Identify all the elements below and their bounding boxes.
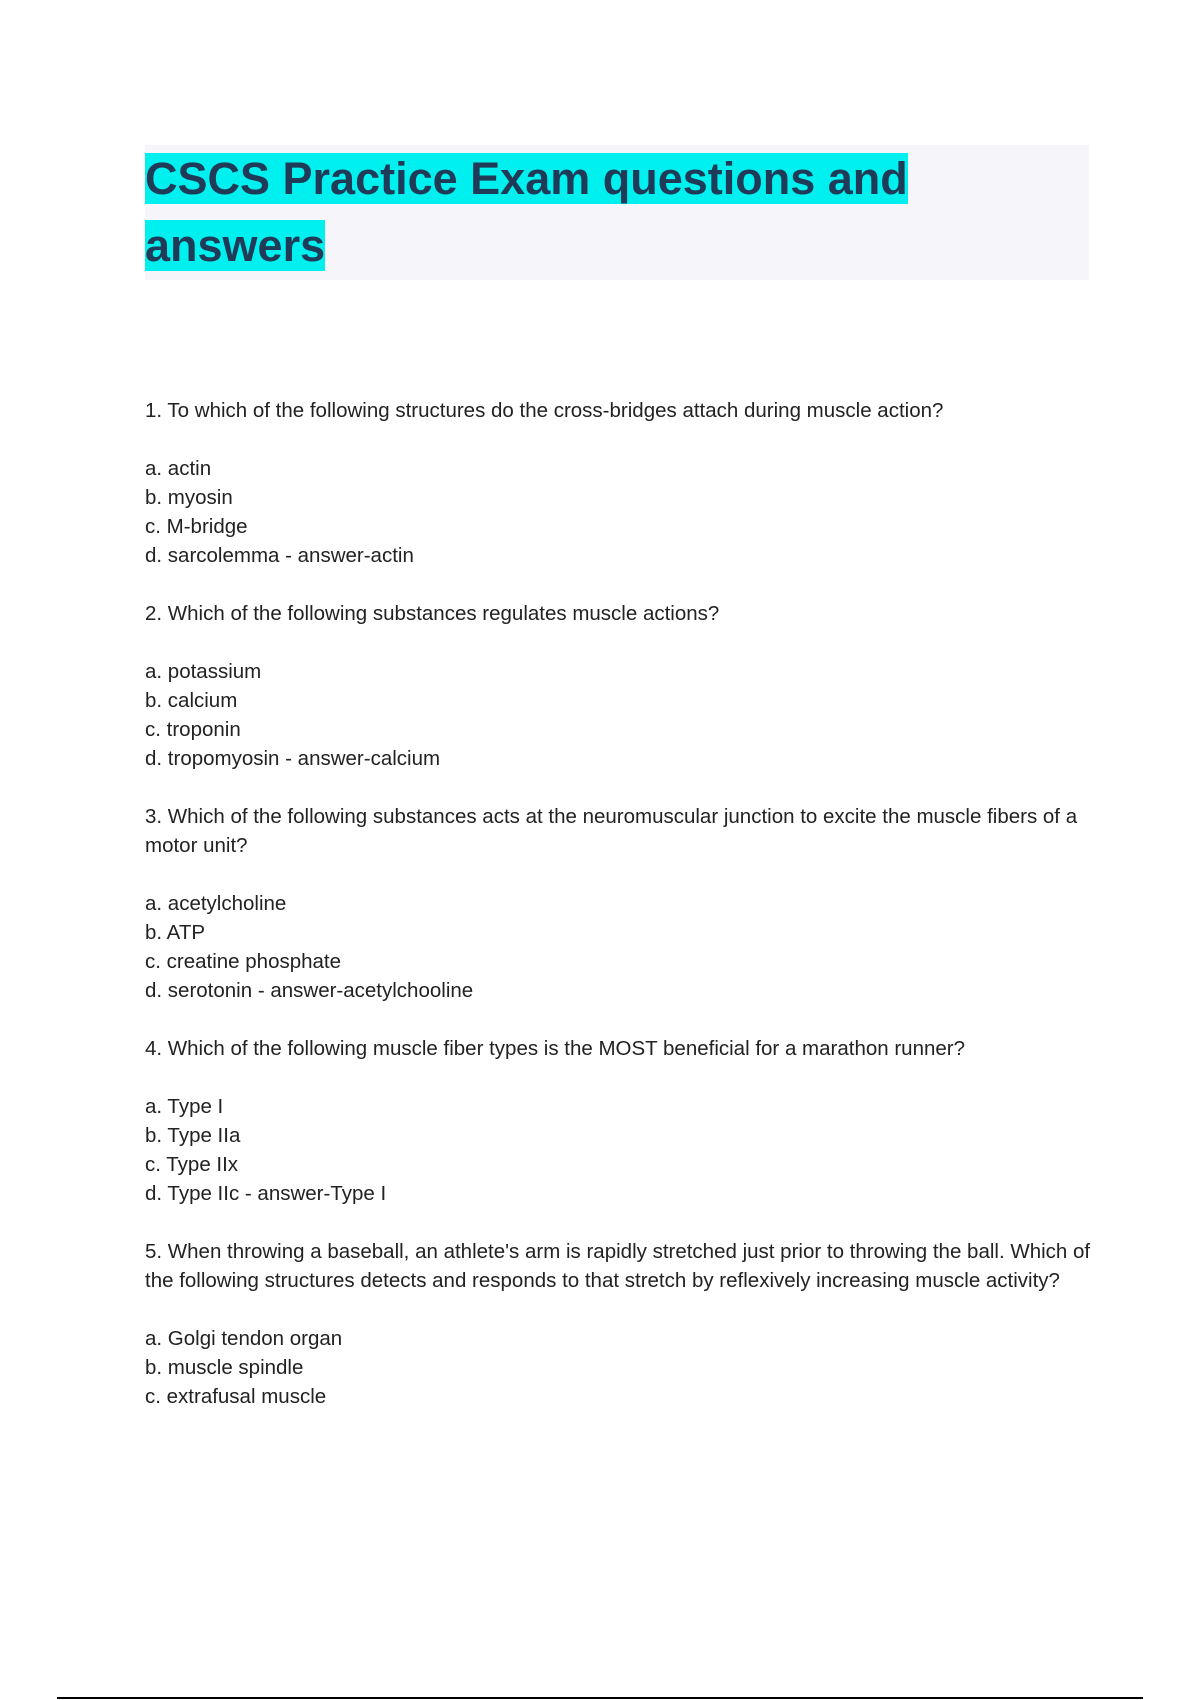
question-text: 1. To which of the following structures do the cross-bridges attach during muscle action? (145, 399, 944, 422)
option-b: b. myosin (145, 486, 233, 509)
title-line-1: CSCS Practice Exam questions and (145, 153, 908, 204)
option-d-with-answer: d. serotonin - answer-acetylchooline (145, 979, 474, 1002)
option-c: c. troponin (145, 718, 241, 741)
option-a: a. actin (145, 457, 212, 480)
question-text: 5. When throwing a baseball, an athlete's arm is rapidly stretched just prior to throwing the ball. Which of the following structures detects and responds to that stretch by reflexively increasing muscle activity? (145, 1240, 1091, 1292)
option-b: b. calcium (145, 689, 238, 712)
option-a: a. Type I (145, 1095, 224, 1118)
title-block (145, 145, 1089, 280)
option-c: c. extrafusal muscle (145, 1385, 327, 1408)
question-5 (145, 1237, 1095, 1411)
question-1 (145, 396, 1095, 570)
option-a: a. Golgi tendon organ (145, 1327, 343, 1350)
question-text: 2. Which of the following substances regulates muscle actions? (145, 602, 720, 625)
option-d-with-answer: d. tropomyosin - answer-calcium (145, 747, 441, 770)
title-line-2: answers (145, 220, 326, 271)
option-b: b. ATP (145, 921, 206, 944)
document-title (145, 145, 1089, 279)
option-a: a. potassium (145, 660, 262, 683)
question-text: 3. Which of the following substances acts at the neuromuscular junction to excite the muscle fibers of a motor unit? (145, 805, 1078, 857)
option-a: a. acetylcholine (145, 892, 287, 915)
option-b: b. muscle spindle (145, 1356, 304, 1379)
option-c: c. M-bridge (145, 515, 248, 538)
option-d-with-answer: d. Type IIc - answer-Type I (145, 1182, 387, 1205)
question-2 (145, 599, 1095, 773)
option-c: c. Type IIx (145, 1153, 239, 1176)
page-bottom-divider (57, 1697, 1143, 1699)
option-b: b. Type IIa (145, 1124, 241, 1147)
question-4 (145, 1034, 1095, 1208)
option-d-with-answer: d. sarcolemma - answer-actin (145, 544, 414, 567)
question-list (145, 396, 1095, 1440)
question-3 (145, 802, 1095, 1005)
option-c: c. creatine phosphate (145, 950, 342, 973)
question-text: 4. Which of the following muscle fiber types is the MOST beneficial for a marathon runner? (145, 1037, 966, 1060)
